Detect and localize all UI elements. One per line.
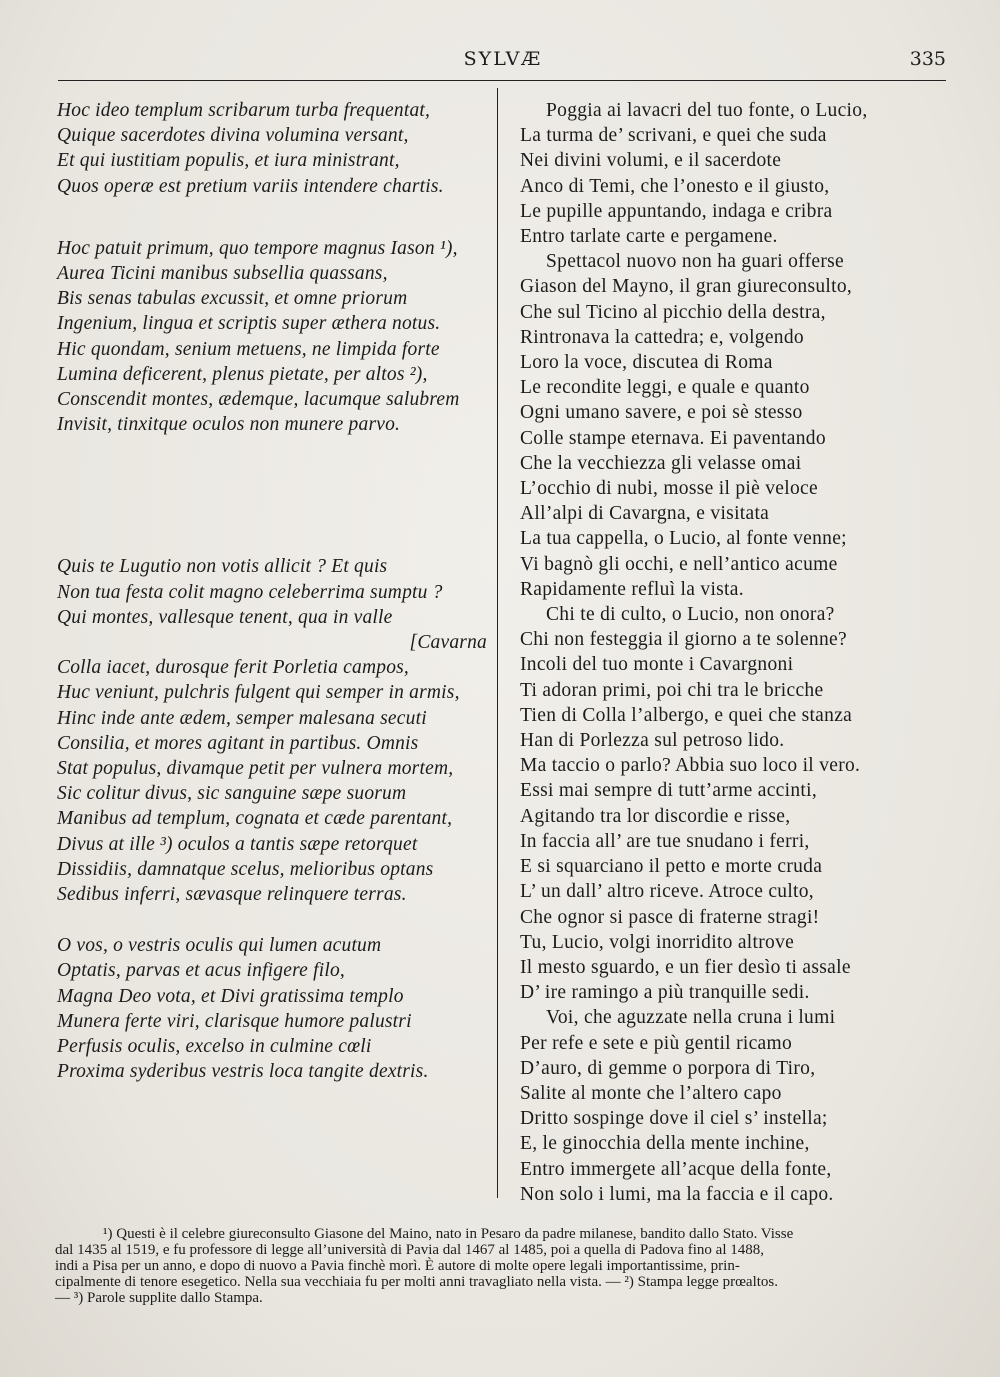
verse-line: Dritto sospinge dove il ciel s’ instella;: [520, 1108, 828, 1130]
verse-line: E si squarciano il petto e morte cruda: [520, 856, 823, 878]
verse-line: Per refe e sete e più gentil ricamo: [520, 1032, 793, 1054]
verse-line: Tien di Colla l’albergo, e quei che stanza: [520, 704, 853, 726]
verse-line: Salite al monte che l’altero capo: [520, 1082, 782, 1104]
running-head: [60, 46, 946, 76]
verse-line: Sedibus inferri, sævasque relinquere terras.: [57, 884, 407, 906]
verse-line: Quique sacerdotes divina volumina versant,: [57, 125, 409, 147]
verse-line: Quos operæ est pretium variis intendere chartis.: [57, 175, 444, 197]
verse-line: Poggia ai lavacri del tuo fonte, o Lucio,: [546, 100, 868, 121]
verse-line: Manibus ad templum, cognata et cæde parentant,: [57, 808, 453, 830]
page-number: 335: [909, 48, 946, 70]
verse-line: Spettacol nuovo non ha guari offerse: [546, 251, 844, 273]
verse-line: Agitando tra lor discordie e risse,: [520, 805, 791, 827]
latin-column: [57, 98, 487, 1085]
verse-line: Giason del Mayno, il gran giureconsulto,: [520, 276, 853, 298]
verse-line: Hic quondam, senium metuens, ne limpida forte: [57, 338, 440, 360]
column-divider: [497, 88, 498, 1198]
verse-line: D’ ire ramingo a più tranquille sedi.: [520, 982, 810, 1004]
verse-line: Rapidamente refluì la vista.: [520, 578, 744, 600]
latin-stanza: [57, 933, 487, 1084]
verse-line: Consilia, et mores agitant in partibus. Omnis: [57, 732, 419, 754]
verse-line: Essi mai sempre di tutt’arme accinti,: [520, 780, 818, 802]
verse-line: Magna Deo vota, et Divi gratissima templo: [57, 985, 404, 1007]
verse-line: La turma de’ scrivani, e quei che suda: [520, 125, 827, 147]
verse-line: Conscendit montes, ædemque, lacumque salubrem: [57, 389, 460, 411]
verse-line: Chi te di culto, o Lucio, non onora?: [546, 604, 835, 626]
verse-line: Ogni umano savere, e poi sè stesso: [520, 402, 803, 424]
verse-line: Ti adoran primi, poi chi tra le bricche: [520, 679, 824, 701]
latin-stanza: [57, 98, 487, 199]
verse-line: Hoc patuit primum, quo tempore magnus Iason ¹),: [57, 237, 458, 259]
running-title: SYLVÆ: [463, 48, 543, 70]
verse-line: Incoli del tuo monte i Cavargnoni: [520, 654, 794, 676]
verse-line: In faccia all’ are tue snudano i ferri,: [520, 830, 810, 852]
footnote-line: indi a Pisa per un anno, e dopo di nuovo a Pavia finchè morì. È autore di molte opere legali importantissime, prin-: [55, 1258, 740, 1274]
verse-line: Optatis, parvas et acus infigere filo,: [57, 960, 345, 982]
verse-line: Stat populus, divamque petit per vulnera mortem,: [57, 758, 454, 780]
footnote-line: cipalmente di tenore esegetico. Nella sua vecchiaia fu per molti anni travagliato nella vista. — ²) Stampa legge prœaltos.: [55, 1274, 778, 1290]
verse-line: Vi bagnò gli occhi, e nell’antico acume: [520, 553, 838, 575]
verse-line: Che sul Ticino al picchio della destra,: [520, 301, 826, 323]
latin-stanza: [57, 236, 487, 438]
verse-line: Bis senas tabulas excussit, et omne priorum: [57, 288, 408, 310]
verse-line: Entro tarlate carte e pergamene.: [520, 226, 778, 248]
italian-column: [520, 98, 950, 1207]
verse-line: Il mesto sguardo, e un fier desìo ti assale: [520, 956, 851, 978]
footnote-line: dal 1435 al 1519, e fu professore di legge all’università di Pavia dal 1467 al 1485, poi a quella di Padova fino al 1488,: [55, 1242, 764, 1258]
verse-line: Anco di Temi, che l’onesto e il giusto,: [520, 175, 830, 197]
footnote-line: ¹) Questi è il celebre giureconsulto Giasone del Maino, nato in Pesaro da padre milanese, bandito dallo Stato. Visse: [103, 1226, 794, 1242]
verse-line: Lumina deficerent, plenus pietate, per altos ²),: [57, 363, 428, 385]
verse-line: Huc veniunt, pulchris fulgent qui semper in armis,: [57, 682, 460, 704]
verse-line: Le pupille appuntando, indaga e cribra: [520, 200, 833, 222]
verse-line: Invisit, tinxitque oculos non munere parvo.: [57, 414, 401, 436]
verse-line: Han di Porlezza sul petroso lido.: [520, 730, 785, 752]
verse-line: Colle stampe eternava. Ei paventando: [520, 427, 826, 449]
verse-line: Che la vecchiezza gli velasse omai: [520, 452, 802, 474]
verse-line: Et qui iustitiam populis, et iura ministrant,: [57, 150, 400, 172]
verse-line: Chi non festeggia il giorno a te solenne?: [520, 629, 847, 651]
footnote-line: — ³) Parole supplite dallo Stampa.: [55, 1290, 263, 1306]
verse-line: Le recondite leggi, e quale e quanto: [520, 377, 810, 399]
verse-line: Non tua festa colit magno celeberrima sumptu ?: [57, 581, 443, 603]
verse-line: Munera ferte viri, clarisque humore palustri: [57, 1010, 412, 1032]
verse-line: Voi, che aguzzate nella cruna i lumi: [546, 1007, 836, 1029]
verse-line: Hinc inde ante ædem, semper malesana secuti: [57, 707, 427, 729]
verse-line: Tu, Lucio, volgi inorridito altrove: [520, 931, 795, 953]
verse-line: Non solo i lumi, ma la faccia e il capo.: [520, 1183, 834, 1205]
verse-line: E, le ginocchia della mente inchine,: [520, 1133, 810, 1155]
verse-line: Quis te Lugutio non votis allicit ? Et quis: [57, 556, 388, 578]
verse-line: Nei divini volumi, e il sacerdote: [520, 150, 782, 172]
verse-line: Dissidiis, damnatque scelus, melioribus optans: [57, 858, 434, 880]
verse-line: Hoc ideo templum scribarum turba frequentat,: [57, 100, 431, 121]
verse-line: Entro immergete all’acque della fonte,: [520, 1158, 832, 1180]
verse-line: Loro la voce, discutea di Roma: [520, 352, 773, 374]
verse-line: Che ognor si pasce di fraterne stragi!: [520, 906, 820, 928]
verse-line: Qui montes, vallesque tenent, qua in valle: [57, 606, 393, 628]
verse-line: Rintronava la cattedra; e, volgendo: [520, 326, 804, 348]
footnotes: [55, 1226, 951, 1306]
verse-line: L’occhio di nubi, mosse il piè veloce: [520, 478, 818, 500]
latin-stanza: [57, 554, 487, 907]
verse-line: Perfusis oculis, excelso in culmine cœli: [57, 1036, 372, 1058]
verse-line: Proxima syderibus vestris loca tangite dextris.: [57, 1061, 429, 1083]
verse-line: Ma taccio o parlo? Abbia suo loco il vero.: [520, 755, 861, 777]
verse-line: Divus at ille ³) oculos a tantis sæpe retorquet: [57, 833, 418, 855]
verse-line: Colla iacet, durosque ferit Porletia campos,: [57, 657, 410, 679]
verse-line: Ingenium, lingua et scriptis super æthera notus.: [57, 313, 441, 335]
verse-line: O vos, o vestris oculis qui lumen acutum: [57, 935, 382, 957]
verse-line: L’ un dall’ altro riceve. Atroce culto,: [520, 881, 814, 903]
header-rule: [58, 80, 946, 81]
verse-line-turnover: [Cavarna: [409, 632, 487, 654]
verse-line: All’alpi di Cavargna, e visitata: [520, 503, 770, 525]
verse-line: D’auro, di gemme o porpora di Tiro,: [520, 1057, 816, 1079]
verse-line: Aurea Ticini manibus subsellia quassans,: [57, 263, 388, 285]
verse-line: La tua cappella, o Lucio, al fonte venne;: [520, 528, 847, 550]
verse-line: Sic colitur divus, sic sanguine sæpe suorum: [57, 783, 407, 805]
